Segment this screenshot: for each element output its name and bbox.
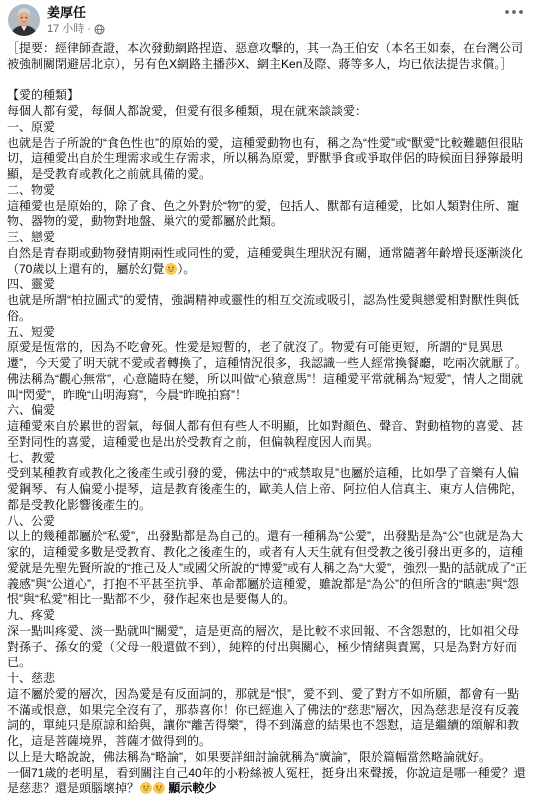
section-heading: 二、物愛 <box>7 182 56 197</box>
section-compassion <box>7 671 533 750</box>
section-partial-love <box>7 403 533 450</box>
section-public-love <box>7 514 533 609</box>
section-text-line: 遷”，今天愛了明天就不愛或者轉換了，這種情況很多，我認識一些人經常換餐廳，吃兩次就厭了。 <box>7 356 527 370</box>
post-meta <box>47 22 105 36</box>
section-text-line: 自然是青春期或動物發情期兩性或同性的愛，這種愛與生理狀況有關，通常隨著年齡增長逐漸淡化 <box>7 245 524 260</box>
blank-line <box>7 73 533 89</box>
section-taught-love <box>7 451 533 514</box>
section-spiritual-love <box>7 277 533 324</box>
closing-line: 一個71歲的老明星，看到關注自己40年的小粉絲被人冤枉，挺身出來聲援，你說這是哪一種愛？還 <box>7 765 526 780</box>
section-text-line: 詞的，單純只是原諒和給與，讓你“離苦得樂”，得不到滿意的結果也不怨懟，這是繼續的頌解和教 <box>7 718 519 733</box>
section-short-love <box>7 325 533 404</box>
section-text-line: 恨”與“私愛”相比一點都不少，發作起來也是要傷人的。 <box>7 592 295 607</box>
profile-photo-icon <box>8 4 40 36</box>
section-primal-love <box>7 120 533 183</box>
section-text-line: 也就是所謂“柏拉圖式”的愛情，強調精神或靈性的相互交流或吸引，認為性愛與戀愛相對獸性與低 <box>7 293 519 307</box>
post-header <box>0 0 536 40</box>
notice-line: ［提要：經律師查證，本次發動網路捏造、惡意攻擊的，其一為王伯安（本名王如泰，在台灣公司 <box>7 41 524 55</box>
section-text-line: 叫“閃愛”，昨晚“山明海寫”，今晨“昨晚拍寫”！ <box>7 387 247 402</box>
closing-text: 是慈悲？還是頭腦壞掉？ <box>7 781 140 796</box>
section-heading: 五、短愛 <box>7 324 56 339</box>
section-text-line: 都是受教化影響後產生的。 <box>7 497 152 512</box>
section-text-line: 這種愛也是原始的，除了食、色之外對於“物”的愛，包括人、獸都有這種愛，比如人類對住所、寵 <box>7 198 519 213</box>
closing-line <box>7 781 533 797</box>
section-text-line: 愛鋼琴、有人偏愛小提琴，這是教育後產生的，歐美人信上帝、阿拉伯人信真主、東方人信佛陀， <box>7 482 524 496</box>
section-text-line: 對孫子、孫女的愛（父母一般還做不到），純粹的付出與關心，極少情緒與責罵，只是為對方好而 <box>7 639 518 654</box>
section-text-line <box>7 262 533 278</box>
section-heading: 六、偏愛 <box>7 403 56 418</box>
show-less-link[interactable]: 顯示較少 <box>168 781 217 796</box>
section-text-line: 切，這種愛出自於生理需求或生存需求，所以稱為原愛，野獸爭食或爭取伴侶的時候面目猙獰最明 <box>7 151 524 166</box>
section-text-line: 這種愛來自於累世的習氣，每個人都有但有些人不明顯，比如對顏色、聲音、對動植物的喜愛、甚 <box>7 419 524 433</box>
author-name[interactable]: 姜厚任 <box>47 5 87 20</box>
avatar[interactable] <box>8 4 40 36</box>
section-text-line: 至對同性的喜愛，這種愛也是出於受教育之前，但偏執程度因人而異。 <box>7 434 380 449</box>
section-text-line: 物、器物的愛，動物對地盤、巢穴的愛都屬於此類。 <box>7 214 284 229</box>
article-title: 【愛的種類】 <box>7 88 80 103</box>
section-text-line: 愛就是先聖先賢所說的“推己及人”或國父所說的“博愛”或有人稱之為“大愛”，強烈一點的話就成了“正 <box>7 560 527 575</box>
grinning-face-emoji-icon <box>153 782 165 794</box>
section-heading: 四、靈愛 <box>7 277 56 292</box>
section-object-love <box>7 183 533 230</box>
section-heading: 九、疼愛 <box>7 608 56 622</box>
section-text-line: 不滿或恨意，如果完全沒有了，那恭喜你！你已經進入了佛法的“慈悲”層次，因為慈悲是沒有反義 <box>7 702 519 717</box>
section-tender-love <box>7 608 533 671</box>
section-text-line: 這不屬於愛的層次，因為愛是有反面詞的，那就是“恨”，愛不到、愛了對方不如所願，都會有一點 <box>7 686 519 701</box>
section-romantic-love <box>7 230 533 277</box>
section-text-line: 佛法稱為“觀心無常”，心意隨時在變，所以叫做“心猿意馬”！這種愛平常就稱為“短愛”，情人之間就 <box>7 371 523 386</box>
grinning-face-emoji-icon <box>165 263 177 275</box>
article-intro: 每個人都有愛，每個人都說愛，但愛有很多種類，現在就來談談愛： <box>7 104 368 118</box>
section-text-line: 以上的幾種都屬於“私愛”，出發點都是為自己的。還有一種稱為“公愛”，出發點是為“公”也就是為大 <box>7 529 523 544</box>
notice-line: 被強制關閉避居北京），另有色X網路主播莎X、網主Ken及際、蔣等多人，均已依法提告求償。］ <box>7 56 513 71</box>
post-text <box>7 41 533 797</box>
section-text-line: 原愛是恆常的，因為不吃會死。性愛是短暫的，老了就沒了。物愛有可能更短，所謂的“見異思 <box>7 340 503 355</box>
section-text-line: 化，這是菩薩境界，菩薩才做得到的。 <box>7 734 212 748</box>
section-text-line: 受到某種教育或教化之後產生或引發的愛，佛法中的“戒禁取見”也屬於這種，比如學了音樂有人偏 <box>7 466 519 481</box>
line-text: （70歲以上還有的，屬於幻覺 <box>7 261 165 276</box>
meta-separator: · <box>87 23 91 35</box>
line-text-suffix: ）。 <box>177 261 196 276</box>
section-text-line: 家的，這種愛多數是受教育、教化之後產生的，或者有人天生就有但受教之後引發出更多的，這種 <box>7 545 524 559</box>
section-heading: 三、戀愛 <box>7 230 56 244</box>
more-options-button[interactable] <box>502 5 526 19</box>
section-text-line: 顯，是受教育或教化之前就具備的愛。 <box>7 167 212 181</box>
section-heading: 一、原愛 <box>7 119 56 134</box>
section-text-line: 也就是告子所說的“食色性也”的原始的愛，這種愛動物也有，稱之為“性愛”或“獸愛”比較難聽但很貼 <box>7 135 523 150</box>
section-text-line: 義感”與“公道心”，打抱不平甚至抗爭、革命都屬於這種愛，雖說都是“為公”的但所含的“瞋恚”與“怨 <box>7 576 519 591</box>
section-heading: 七、教愛 <box>7 450 56 465</box>
globe-icon <box>94 24 105 35</box>
section-heading: 八、公愛 <box>7 513 56 528</box>
grinning-face-emoji-icon <box>140 782 152 794</box>
section-text-line: 已。 <box>7 655 32 670</box>
more-options-icon <box>504 9 524 15</box>
post-timestamp[interactable]: 17 小時 <box>47 23 85 35</box>
section-text-line: 俗。 <box>7 308 32 323</box>
summary-line: 以上是大略說說，佛法稱為“略論”，如果要詳細討論就稱為“廣論”，限於篇幅當然略論就好。 <box>7 749 491 764</box>
section-text-line: 深一點叫疼愛、淡一點就叫“關愛”，這是更高的層次，是比較不求回報、不含怨懟的，比如祖父母 <box>7 623 519 638</box>
section-heading: 十、慈悲 <box>7 671 56 685</box>
